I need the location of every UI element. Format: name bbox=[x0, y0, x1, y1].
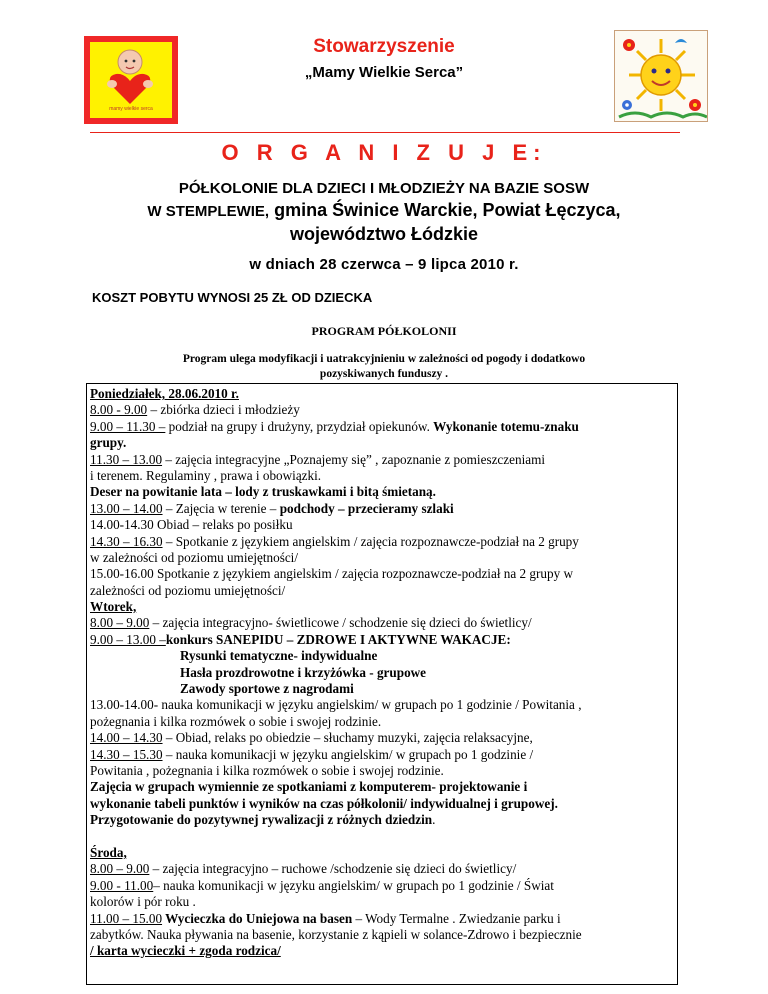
association-label: Stowarzyszenie bbox=[313, 36, 455, 57]
schedule-line: 14.00-14.30 Obiad – relaks po posiłku bbox=[90, 517, 293, 533]
time: 11.30 – 13.00 bbox=[90, 451, 163, 467]
schedule-line bbox=[90, 419, 676, 435]
time: 14.30 – 16.30 bbox=[90, 533, 163, 549]
time: 8.00 – 9.00 bbox=[90, 861, 150, 877]
activity-bold: Wycieczka do Uniejowa na basen bbox=[162, 910, 353, 926]
schedule-line bbox=[90, 615, 676, 631]
schedule-line: i terenem. Regulaminy , prawa i obowiązki. bbox=[90, 467, 322, 483]
schedule-line bbox=[90, 878, 676, 894]
activity: – nauka komunikacji w języku angielskim/ w grupach po 1 godzinie / Świat bbox=[153, 877, 554, 893]
schedule-line bbox=[90, 501, 676, 517]
event-region: województwo Łódzkie bbox=[290, 224, 478, 244]
schedule-line bbox=[90, 534, 676, 550]
time: 8.00 – 9.00 bbox=[90, 615, 150, 631]
activity: – zajęcia integracyjno – ruchowe /schodzenie się dzieci do świetlicy/ bbox=[149, 861, 517, 877]
activity: – Obiad, relaks po obiedzie – słuchamy muzyki, zajęcia relaksacyjne, bbox=[162, 730, 533, 746]
activity: – zajęcia integracyjne „Poznajemy się” , zapoznanie z pomieszczeniami bbox=[162, 451, 546, 467]
monday-heading: Poniedziałek, 28.06.2010 r. bbox=[90, 386, 239, 401]
activity: – Zajęcia w terenie – bbox=[162, 500, 280, 516]
spacer bbox=[90, 829, 676, 845]
note-line: pozyskiwanych funduszy . bbox=[319, 368, 449, 380]
activity-bold: podchody – przecieramy szlaki bbox=[279, 500, 454, 516]
program-title: PROGRAM PÓŁKOLONII bbox=[311, 324, 457, 338]
activity: – Wody Termalne . Zwiedzanie parku i bbox=[352, 910, 561, 926]
schedule-line: w zależności od poziomu umiejętności/ bbox=[90, 549, 299, 565]
location-part-a: W STEMPLEWIE, bbox=[147, 203, 270, 220]
activity: – zajęcia integracyjno- świetlicowe / schodzenie się dzieci do świetlicy/ bbox=[149, 615, 532, 631]
activity: – zbiórka dzieci i młodzieży bbox=[147, 402, 300, 418]
header-divider bbox=[90, 132, 680, 133]
association-name: „Mamy Wielkie Serca” bbox=[304, 64, 464, 81]
schedule-line: Zajęcia w grupach wymiennie ze spotkaniami z komputerem- projektowanie i bbox=[90, 779, 528, 795]
activity: – Spotkanie z językiem angielskim / zajęcia rozpoznawcze-podział na 2 grupy bbox=[162, 533, 579, 549]
schedule-line: kolorów i pór roku . bbox=[90, 894, 196, 910]
schedule-line bbox=[90, 632, 676, 648]
schedule-line: Powitania , pożegnania i kilka rozmówek o sobie i swojej rodzinie. bbox=[90, 762, 444, 778]
sub-activity: Zawody sportowe z nagrodami bbox=[180, 681, 354, 697]
tuesday-heading: Wtorek, bbox=[90, 599, 137, 615]
event-location bbox=[0, 200, 768, 221]
program-note bbox=[110, 352, 658, 382]
logo-caption: mamy wielkie serca bbox=[109, 106, 153, 112]
activity: – nauka komunikacji w języku angielskim/ w grupach po 1 godzinie / bbox=[162, 746, 534, 762]
event-dates: w dniach 28 czerwca – 9 lipca 2010 r. bbox=[249, 256, 519, 273]
activity-bold: konkurs SANEPIDU – ZDROWE I AKTYWNE WAKACJE: bbox=[165, 631, 511, 647]
activity-bold: Wykonanie totemu-znaku bbox=[433, 418, 579, 434]
organizuje-heading: O R G A N I Z U J E: bbox=[221, 140, 547, 165]
schedule-line: Deser na powitanie lata – lody z truskawkami i bitą śmietaną. bbox=[90, 484, 436, 500]
time: 11.00 – 15.00 bbox=[90, 910, 163, 926]
time: 13.00 – 14.00 bbox=[90, 500, 163, 516]
time: 9.00 – 13.00 – bbox=[90, 631, 166, 647]
program-box bbox=[86, 383, 678, 985]
schedule-line: pożegnania i kilka rozmówek o sobie i swojej rodzinie. bbox=[90, 713, 382, 729]
schedule-line bbox=[90, 747, 676, 763]
location-part-b: gmina Świnice Warckie, Powiat Łęczyca, bbox=[269, 200, 621, 220]
cost-info: KOSZT POBYTU WYNOSI 25 ZŁ OD DZIECKA bbox=[92, 290, 373, 305]
schedule-line: 13.00-14.00- nauka komunikacji w języku angielskim/ w grupach po 1 godzinie / Powitania , bbox=[90, 697, 582, 713]
activity: podział na grupy i drużyny, przydział opiekunów. bbox=[165, 418, 434, 434]
schedule-line bbox=[90, 402, 676, 418]
schedule-line: grupy. bbox=[90, 435, 127, 451]
time: 9.00 – 11.30 – bbox=[90, 418, 166, 434]
schedule-line: zabytków. Nauka pływania na basenie, korzystanie z kąpieli w solance-Zdrowo i bezpiecznie bbox=[90, 926, 582, 942]
punctuation: . bbox=[432, 812, 436, 828]
schedule-line: 15.00-16.00 Spotkanie z językiem angielskim / zajęcia rozpoznawcze-podział na 2 grupy w bbox=[90, 566, 574, 582]
schedule-line bbox=[90, 911, 676, 927]
schedule-line bbox=[90, 812, 676, 828]
time: 14.00 – 14.30 bbox=[90, 730, 163, 746]
sub-activity: Hasła prozdrowotne i krzyżówka - grupowe bbox=[180, 664, 427, 680]
note-line: Program ulega modyfikacji i uatrakcyjnieniu w zależności od pogody i dodatkowo bbox=[182, 353, 586, 365]
time: 8.00 - 9.00 bbox=[90, 402, 148, 418]
schedule-line bbox=[90, 452, 676, 468]
schedule-line bbox=[90, 730, 676, 746]
schedule-line bbox=[90, 861, 676, 877]
time: 9.00 - 11.00 bbox=[90, 877, 154, 893]
schedule-line: / karta wycieczki + zgoda rodzica/ bbox=[90, 943, 281, 959]
wednesday-heading: Środa, bbox=[90, 844, 127, 860]
schedule-line: zależności od poziomu umiejętności/ bbox=[90, 582, 286, 598]
activity-bold: Przygotowanie do pozytywnej rywalizacji z różnych dziedzin bbox=[90, 812, 433, 828]
sub-activity: Rysunki tematyczne- indywidualne bbox=[180, 648, 378, 664]
event-title: PÓŁKOLONIE DLA DZIECI I MŁODZIEŻY NA BAZIE SOSW bbox=[178, 180, 590, 197]
time: 14.30 – 15.30 bbox=[90, 746, 163, 762]
schedule-line: wykonanie tabeli punktów i wyników na czas półkolonii/ indywidualnej i grupowej. bbox=[90, 795, 558, 811]
